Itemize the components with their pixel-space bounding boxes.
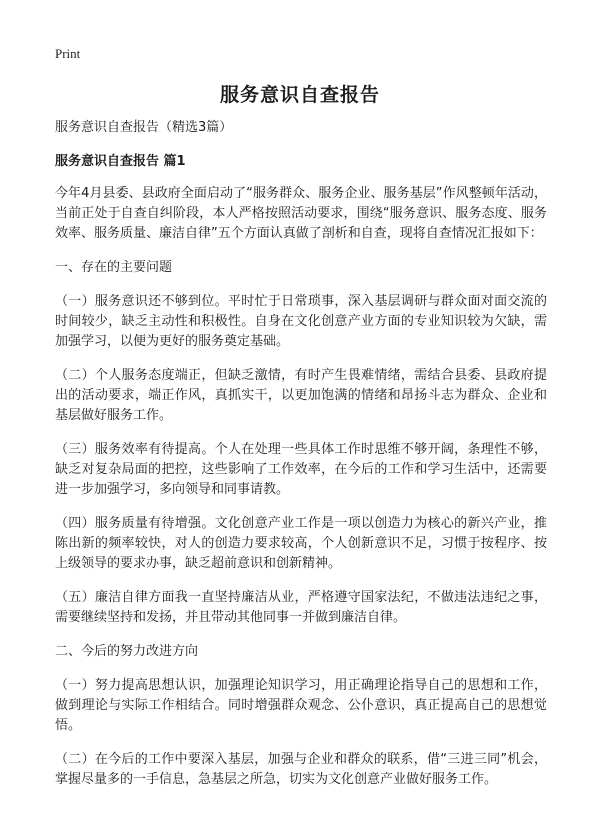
page-title: 服务意识自查报告 — [219, 84, 380, 106]
part2-heading: 二、今后的努力改进方向 — [55, 644, 199, 659]
part1-item: （三）服务效率有待提高。个人在处理一些具体工作时思维不够开阔，条理性不够，缺乏对复杂局面的把控，这些影响了工作效率，在今后的工作和学习生活中，还需要进一步加强学习，多向领导和同事请教。 — [55, 442, 547, 497]
part1-item: （二）个人服务态度端正，但缺乏激情，有时产生畏难情绪，需结合县委、县政府提出的活动要求，端正作风，真抓实干，以更加饱满的情绪和昂扬斗志为群众、企业和基层做好服务工作。 — [55, 368, 547, 423]
part2-item: （二）在今后的工作中要深入基层，加强与企业和群众的联系，借“三进三同”机会，掌握尽量多的一手信息，急基层之所急，切实为文化创意产业做好服务工作。 — [55, 752, 547, 787]
part1-heading: 一、存在的主要问题 — [55, 260, 173, 275]
section-heading: 服务意识自查报告 篇1 — [55, 154, 186, 169]
document-subtitle: 服务意识自查报告（精选3篇） — [55, 120, 233, 135]
part1-item: （五）廉洁自律方面我一直坚持廉洁从业，严格遵守国家法纪，不做违法违纪之事，需要继续坚持和发扬，并且带动其他同事一并做到廉洁自律。 — [55, 590, 547, 625]
part1-item: （一）服务意识还不够到位。平时忙于日常琐事，深入基层调研与群众面对面交流的时间较少，缺乏主动性和积极性。自身在文化创意产业方面的专业知识较为欠缺，需加强学习，以便为更好的服务奠定基础。 — [55, 294, 547, 349]
part1-item: （四）服务质量有待增强。文化创意产业工作是一项以创造力为核心的新兴产业，推陈出新的频率较快，对人的创造力要求较高，个人创新意识不足，习惯于按程序、按上级领导的要求办事，缺乏超前意识和创新精神。 — [55, 516, 547, 571]
print-link[interactable]: Print — [55, 46, 81, 61]
part2-item: （一）努力提高思想认识，加强理论知识学习，用正确理论指导自己的思想和工作，做到理论与实际工作相结合。同时增强群众观念、公仆意识，真正提高自己的思想觉悟。 — [55, 678, 547, 733]
intro-paragraph: 今年4月县委、县政府全面启动了“服务群众、服务企业、服务基层”作风整顿年活动，当前正处于自查自纠阶段，本人严格按照活动要求，围绕“服务意识、服务态度、服务效率、服务质量、廉洁自律”五个方面认真做了剖析和自查，现将自查情况汇报如下： — [55, 186, 547, 241]
document-body — [55, 118, 547, 804]
